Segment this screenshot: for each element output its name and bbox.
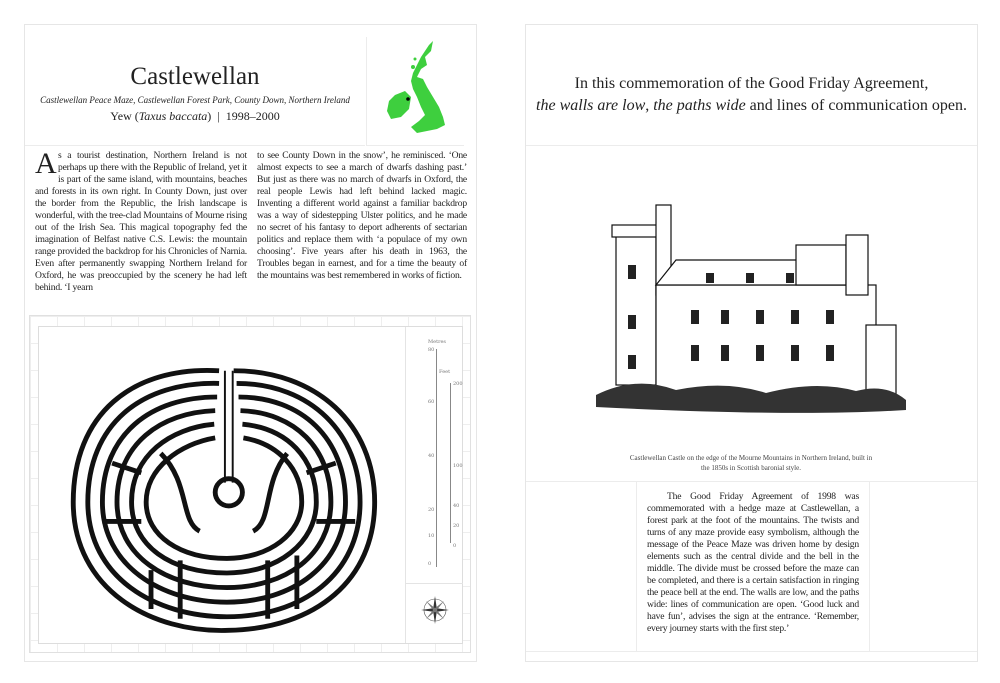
maze-plan (38, 326, 463, 644)
divider (406, 583, 463, 584)
location-map (366, 37, 464, 146)
maze-plan-panel (29, 315, 471, 653)
quote-line-1: In this commemoration of the Good Friday Agreement, (574, 75, 929, 92)
metres-scale-line (436, 349, 437, 567)
feet-label: Feet (439, 369, 451, 375)
feet-tick: 20 (453, 523, 460, 529)
species-common: Yew ( (110, 109, 139, 123)
species-dates: Yew (Taxus baccata) | 1998–2000 (110, 109, 280, 123)
header (25, 37, 365, 146)
metres-tick: 40 (428, 453, 435, 459)
body-text-1: s a tourist destination, Northern Ireland is not perhaps up there with the Republic of Ireland, yet it is part of the same island, with mountains, beaches and forests in its own right. In County Down, just over the border from the Republic, the Irish landscape is wonderful, with the tree-clad Mountains of Mourne rising out of the Irish Sea. This magical topography fed the imagination of Belfast native C.S. Lewis: the mountain range provided the backdrop for his Chronicles of Narnia. Even after permanently swapping Northern Ireland for Oxford, he was preoccupied by the scenery he had left behind. ‘I yearn (35, 150, 247, 293)
drop-cap: A (35, 147, 57, 180)
left-page (24, 24, 477, 662)
quote-separator: , (645, 97, 654, 114)
divider (526, 651, 977, 652)
species-latin: Taxus baccata (138, 109, 208, 123)
metres-tick: 20 (428, 507, 435, 513)
species-close: ) (207, 109, 212, 123)
body-column-2: to see County Down in the snow’, he reminisced. ‘One almost expects to see a march of dwarfs dashing past.’ But just as there was no march of dwarfs in Oxford, the real people Lewis had left behind lacked magic. Inventing a different world against a familiar backdrop was a way of sidestepping Ulster politics, and he made no secret of his fantasy to deport adherents of sectarian politics and replace them with ‘a populace of my own choosing’. Five years after his death in 1963, the Troubles began in earnest, and for a time the beauty of the mountains was best remembered in works of fiction. (257, 150, 467, 281)
feet-tick: 100 (453, 463, 463, 469)
metres-label: Metres (428, 339, 447, 345)
scale-bar (405, 327, 463, 643)
pull-quote (526, 73, 977, 117)
feet-tick: 200 (453, 381, 463, 387)
location-subtitle: Castlewellan Peace Maze, Castlewellan Forest Park, County Down, Northern Ireland (40, 95, 350, 105)
compass-rose-icon (420, 595, 450, 625)
feet-tick: 0 (453, 543, 457, 549)
body-text: The Good Friday Agreement of 1998 was commemorated with a hedge maze at Castlewellan, a forest park at the foot of the mountains. The twists and turns of any maze provide easy symbolism, although the message of the Peace Maze was driven home by design elements such as the central divide and the bell in the middle. The divide must be crossed before the maze can be completed, and there is a certain satisfaction in ringing the peace bell at the end. The walls are low, and the paths wide: lines of communication are open. ‘Good luck and have fun’, advises the sign at the entrance. ‘Remember, every journey starts with the first step.’ (647, 491, 859, 634)
uk-map-icon (367, 37, 464, 145)
metres-tick: 60 (428, 399, 435, 405)
right-page (525, 24, 978, 662)
quote-end: and lines of communication open. (745, 97, 967, 114)
metres-tick: 0 (428, 561, 432, 567)
image-caption: Castlewellan Castle on the edge of the Mourne Mountains in Northern Ireland, built in the 1850s in Scottish baronial style. (629, 454, 873, 472)
castle-illustration (596, 195, 906, 425)
dates: 1998–2000 (225, 109, 280, 123)
body-column-1 (35, 147, 247, 294)
maze-illustration (39, 327, 405, 643)
quote-emphasis-2: the paths wide (653, 97, 746, 114)
quote-emphasis-1: the walls are low (536, 97, 646, 114)
feet-tick: 40 (453, 503, 460, 509)
page-title: Castlewellan (130, 63, 260, 90)
feet-scale-line (450, 383, 451, 543)
body-box (636, 481, 870, 651)
divider (526, 145, 977, 146)
metres-tick: 80 (428, 347, 435, 353)
metres-tick: 10 (428, 533, 435, 539)
